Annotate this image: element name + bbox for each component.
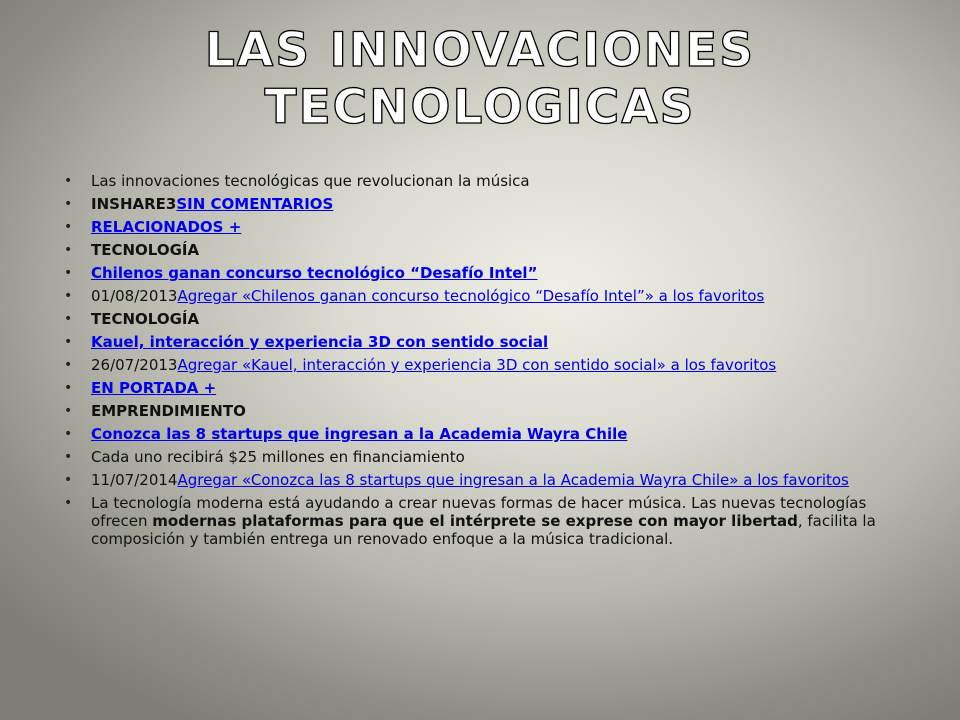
paragraph-text-end: , facilita la composición y también entrega un renovado enfoque a la música tradicional. — [91, 512, 876, 548]
favorite-link-desafio-intel[interactable]: Agregar «Chilenos ganan concurso tecnológico “Desafío Intel”» a los favoritos — [177, 287, 765, 305]
list-item — [64, 170, 914, 193]
article-date: 01/08/2013 — [91, 287, 178, 305]
list-item — [64, 492, 914, 548]
list-item — [64, 354, 914, 377]
bullet-icon: • — [64, 311, 73, 327]
list-item — [64, 308, 914, 331]
bullet-icon: • — [64, 219, 73, 235]
bullet-icon: • — [64, 334, 73, 350]
list-item — [64, 400, 914, 423]
favorite-link-kauel[interactable]: Agregar «Kauel, interacción y experiencia 3D con sentido social» a los favoritos — [177, 356, 777, 374]
bullet-icon: • — [64, 357, 73, 373]
list-item — [64, 216, 914, 239]
category-label: EMPRENDIMIENTO — [91, 402, 246, 420]
article-link-wayra[interactable]: Conozca las 8 startups que ingresan a la Academia Wayra Chile — [91, 425, 628, 443]
favorite-link-wayra[interactable]: Agregar «Conozca las 8 startups que ingresan a la Academia Wayra Chile» a los favoritos — [177, 471, 849, 489]
list-item — [64, 239, 914, 262]
list-item — [64, 446, 914, 469]
bullet-icon: • — [64, 196, 73, 212]
paragraph-bold-text: modernas plataformas para que el intérprete se exprese con mayor libertad — [152, 512, 798, 530]
bullet-icon: • — [64, 449, 73, 465]
bullet-icon: • — [64, 265, 73, 281]
bullet-icon: • — [64, 403, 73, 419]
bullet-icon: • — [64, 288, 73, 304]
list-item — [64, 285, 914, 308]
slide-title: LAS INNOVACIONES TECNOLOGICAS — [204, 23, 756, 135]
list-item — [64, 377, 914, 400]
bullet-icon: • — [64, 495, 73, 511]
inshare-label: INSHARE3 — [91, 195, 177, 213]
list-item — [64, 423, 914, 446]
intro-text: Las innovaciones tecnológicas que revolucionan la música — [91, 172, 530, 190]
paragraph-text: La tecnología moderna está ayudando a crear nuevas formas de hacer música. Las nuevas tecnologías ofrecen — [91, 494, 867, 530]
bullet-list — [64, 170, 914, 548]
bullet-icon: • — [64, 242, 73, 258]
article-link-desafio-intel[interactable]: Chilenos ganan concurso tecnológico “Desafío Intel” — [91, 264, 538, 282]
article-summary: Cada uno recibirá $25 millones en financiamiento — [91, 448, 465, 466]
en-portada-link[interactable]: EN PORTADA + — [91, 379, 217, 397]
bullet-icon: • — [64, 426, 73, 442]
article-date: 26/07/2013 — [91, 356, 178, 374]
list-item — [64, 262, 914, 285]
list-item — [64, 331, 914, 354]
relacionados-link[interactable]: RELACIONADOS + — [91, 218, 242, 236]
article-date: 11/07/2014 — [91, 471, 178, 489]
list-item — [64, 469, 914, 492]
bullet-icon: • — [64, 472, 73, 488]
article-link-kauel[interactable]: Kauel, interacción y experiencia 3D con sentido social — [91, 333, 549, 351]
bullet-icon: • — [64, 173, 73, 189]
category-label: TECNOLOGÍA — [91, 241, 200, 259]
category-label: TECNOLOGÍA — [91, 310, 200, 328]
bullet-icon: • — [64, 380, 73, 396]
list-item — [64, 193, 914, 216]
sin-comentarios-link[interactable]: SIN COMENTARIOS — [176, 195, 334, 213]
